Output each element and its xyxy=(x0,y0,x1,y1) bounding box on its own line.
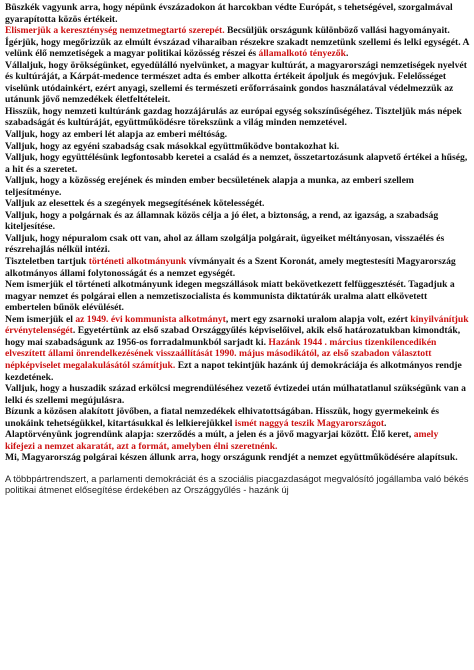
highlighted-text: államalkotó tényezők xyxy=(258,48,346,60)
paragraph-text: Bízunk a közösen alakított jövőben, a fiatal nemzedékek elhivatottságában. Hisszük, hogy gyermekeink és unokáink tehetségükkel, kitartásukkal és lelkierejükkel xyxy=(5,406,439,429)
paragraph-text: . xyxy=(345,48,349,60)
highlighted-text: kinyilvánítjuk érvénytelenségét xyxy=(5,313,469,337)
p-help xyxy=(5,198,469,210)
p-christianity xyxy=(5,25,469,37)
paragraph-text: Valljuk, hogy együttélésünk legfontosabb keretei a család és a nemzet, összetartozásunk alapvető értékei a hűség, a hit és a szeretet. xyxy=(5,152,468,175)
p-suspension xyxy=(5,279,469,314)
paragraph-text: . Egyetértünk az első szabad Országgyűlés képviselőivel, akik első határozatukban kimondták, hogy mai szabadságunk az 1956-os forradalmunkból sarjadt ki. xyxy=(5,325,461,348)
highlighted-text: Elismerjük a kereszténység nemzetmegtartó szerepét. xyxy=(5,25,225,37)
p-legal-order xyxy=(5,429,469,452)
preamble-paragraphs xyxy=(5,2,469,464)
paragraph-text: Nem ismerjük el történeti alkotmányunk idegen megszállások miatt bekövetkezett felfüggesztését. Tagadjuk a magyar nemzet és polgárai ellen a nemzetiszocialista és kommunista diktatúrák uralma alatt elkövetett embertelen bűnök elévülését. xyxy=(5,279,455,314)
p-freedom xyxy=(5,141,469,153)
p-dignity xyxy=(5,129,469,141)
paragraph-text: Valljuk, hogy az emberi lét alapja az emberi méltóság. xyxy=(5,129,228,141)
paragraph-text: . xyxy=(384,417,387,429)
p-1949 xyxy=(5,314,469,383)
highlighted-text: ismét naggyá teszik Magyarországot xyxy=(234,417,385,429)
p-historic-constitution xyxy=(5,256,469,279)
highlighted-text: amely kifejezi a nemzet akaratát, azt a formát, amelyben élni szeretnénk. xyxy=(5,429,439,452)
highlighted-text: Hazánk 1944 . március tizenkilencedikén elveszített állami önrendelkezésének visszaállítását 1990. május másodikától, az első szabadon választott népképviselet megalakulásától számítjuk. xyxy=(5,336,437,371)
p-community xyxy=(5,175,469,198)
p-trust xyxy=(5,406,469,429)
paragraph-text: Valljuk, hogy népuralom csak ott van, ahol az állam szolgálja polgárait, ügyeiket méltányosan, visszaélés és részrehajlás nélkül intézi. xyxy=(5,232,445,256)
paragraph-text: Valljuk az elesettek és a szegények megsegítésének kötelességét. xyxy=(5,198,265,210)
p-closing xyxy=(5,452,469,464)
p-nation-unity xyxy=(5,37,469,60)
footer-paragraph: A többpártrendszert, a parlamenti demokráciát és a szociális piacgazdaságot megvalósító jogállamba való békés politikai átmenet elősegítése érdekében az Országgyűlés - hazánk új xyxy=(5,473,469,496)
p-renewal xyxy=(5,383,469,406)
paragraph-text: vívmányait és a Szent Koronát, amely megtestesíti Magyarország alkotmányos állami folytonosságát és a nemzet egységét. xyxy=(5,256,456,279)
paragraph-text: Hisszük, hogy nemzeti kultúránk gazdag hozzájárulás az európai egység sokszínűségéhez. Tiszteljük más népek szabadságát és kultúráját, együttműködésre törekszünk a világ minden nemzetével. xyxy=(5,105,462,129)
highlighted-text: történeti alkotmányunk xyxy=(88,256,187,268)
paragraph-text: , mert egy zsarnoki uralom alapja volt, ezért xyxy=(225,313,411,325)
paragraph-text: Ígérjük, hogy megőrizzük az elmúlt évszázad viharaiban részekre szakadt nemzetünk szellemi és lelki egységét. A velünk élő nemzetiségek a magyar politikai közösség részei és xyxy=(5,36,469,60)
paragraph-text: Becsüljük országunk különböző vallási hagyományait. xyxy=(224,25,450,37)
paragraph-text: Ezt a napot tekintjük hazánk új demokráciája és alkotmányos rendje kezdetének. xyxy=(5,359,462,383)
p-europe-defense xyxy=(5,2,469,25)
p-culture xyxy=(5,106,469,129)
p-people-power xyxy=(5,233,469,256)
paragraph-text: Valljuk, hogy a polgárnak és az államnak közös célja a jó élet, a biztonság, a rend, az igazság, a szabadság kiteljesítése. xyxy=(5,209,439,233)
p-heritage xyxy=(5,60,469,106)
paragraph-text: Büszkék vagyunk arra, hogy népünk évszázadokon át harcokban védte Európát, s tehetségével, szorgalmával gyarapította közös értékeit. xyxy=(5,2,453,25)
p-state-goal xyxy=(5,210,469,233)
paragraph-text: Valljuk, hogy az egyéni szabadság csak másokkal együttműködve bontakozhat ki. xyxy=(5,140,340,152)
paragraph-text: Mi, Magyarország polgárai készen állunk arra, hogy országunk rendjét a nemzet együttműködésére alapítsuk. xyxy=(5,452,458,464)
p-family xyxy=(5,152,469,175)
highlighted-text: az 1949. évi kommunista alkotmányt xyxy=(75,313,226,325)
paragraph-text: Alaptörvényünk jogrendünk alapja: szerződés a múlt, a jelen és a jövő magyarjai között. Élő keret, xyxy=(5,429,414,441)
paragraph-text: Vállaljuk, hogy örökségünket, egyedülálló nyelvünket, a magyar kultúrát, a magyarországi nemzetiségek nyelvét és kultúráját, a Kárpát-medence természet adta és ember alkotta értékeit ápoljuk és megóvjuk. Felelősséget viselünk utódainkért, ezért anyagi, szellemi és természeti erőforrásaink gondos használatával védelmezzük az utánunk jövő nemzedékek életfeltételeit. xyxy=(5,59,467,106)
paragraph-text: Nem ismerjük el xyxy=(5,313,76,325)
paragraph-text: Valljuk, hogy a közösség erejének és minden ember becsületének alapja a munka, az emberi szellem teljesítménye. xyxy=(5,175,414,198)
paragraph-text: Tiszteletben tartjuk xyxy=(5,256,89,268)
paragraph-text: Valljuk, hogy a huszadik század erkölcsi megrendüléséhez vezető évtizedei után múlhatatlanul szükségünk van a lelki és szellemi megújulásra. xyxy=(5,383,466,406)
